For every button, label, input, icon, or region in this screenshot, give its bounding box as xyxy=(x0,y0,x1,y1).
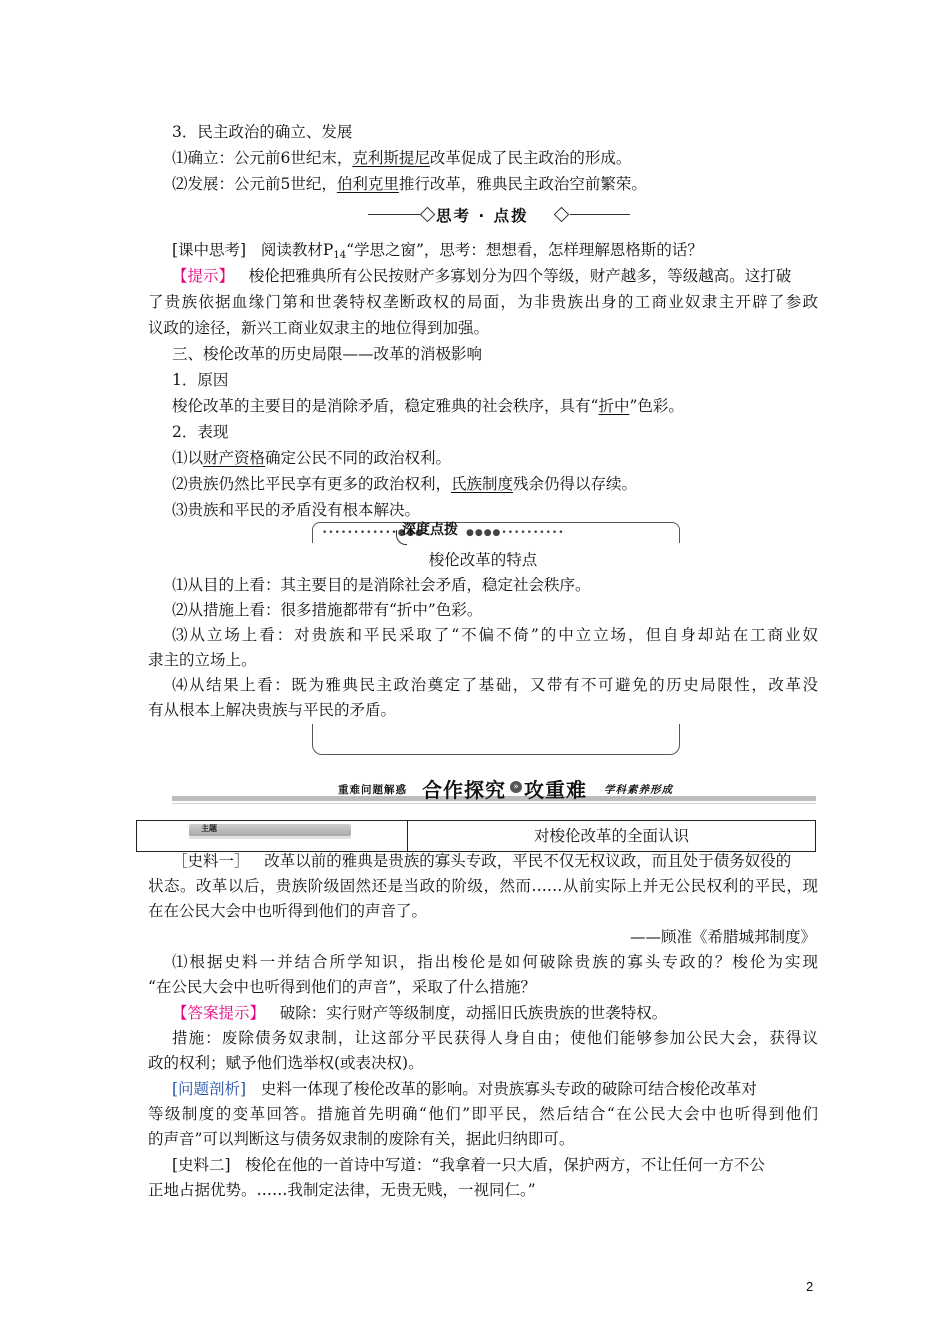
term-pericles: 伯利克里 xyxy=(336,175,399,193)
tip-line-3: 议政的途径，新兴工商业奴隶主的地位得到加强。 xyxy=(148,319,490,337)
answer-label: 【答案提示】 xyxy=(172,1004,266,1022)
analysis-line-2: 等级制度的变革回答。措施首先明确“他们”即平民，然后结合“在公民大会中也听得到他们 xyxy=(148,1105,818,1123)
perf-item-1: ⑴以财产资格确定公民不同的政治权利。 xyxy=(172,449,452,467)
question1-line-2: “在公民大会中也听得到他们的声音”，采取了什么措施？ xyxy=(148,978,536,996)
deep-point-4b: 有从根本上解决贵族与平民的矛盾。 xyxy=(148,701,397,719)
source2-line-2: 正地占据优势。……我制定法律，无贵无贱，一视同仁。” xyxy=(148,1181,536,1199)
cause-text: 梭伦改革的主要目的是消除矛盾，稳定雅典的社会秩序，具有“折中”色彩。 xyxy=(172,397,684,415)
term-property: 财产资格 xyxy=(203,449,266,467)
topic-title: 对梭伦改革的全面认识 xyxy=(533,827,689,845)
answer-line-3: 政的权利；赋予他们选举权(或表决权)。 xyxy=(148,1054,424,1072)
sikao-title: 思考 · 点拨 xyxy=(436,207,529,225)
term-cleisthenes: 克利斯提尼 xyxy=(352,149,430,167)
section3-item2: ⑵发展：公元前5世纪，伯利克里推行改革，雅典民主政治空前繁荣。 xyxy=(172,175,647,193)
source2-label: [史料二] xyxy=(172,1156,231,1174)
perf-item-2: ⑵贵族仍然比平民享有更多的政治权利，氏族制度残余仍得以存续。 xyxy=(172,475,638,493)
analysis-label: [问题剖析] xyxy=(172,1080,247,1098)
limits-heading: 三、梭伦改革的历史局限——改革的消极影响 xyxy=(172,345,483,363)
tip-label: 【提示】 xyxy=(172,267,235,285)
question1-line-1: ⑴根据史料一并结合所学知识，指出梭伦是如何破除贵族的寡头专政的？梭伦为实现 xyxy=(172,953,818,971)
banner-rule-right xyxy=(570,214,630,215)
answer-line-1: 【答案提示】 破除：实行财产等级制度，动摇旧氏族贵族的世袭特权。 xyxy=(172,1004,668,1022)
topic-tag-label: 主题 xyxy=(201,824,217,833)
banner-right-text: 学科素养形成 xyxy=(604,784,673,796)
diamond-icon xyxy=(420,207,436,223)
deep-point-3a: ⑶从立场上看：对贵族和平民采取了“不偏不倚”的中立立场，但自身却站在工商业奴 xyxy=(172,626,818,644)
perf-heading: 2．表现 xyxy=(172,423,229,441)
source1-label: ［史料一］ xyxy=(172,852,250,870)
topic-table xyxy=(136,820,816,852)
deep-point-3b: 隶主的立场上。 xyxy=(148,651,257,669)
source2-line-1: [史料二] 梭伦在他的一首诗中写道：“我拿着一只大盾，保护两方，不让任何一方不公 xyxy=(172,1156,765,1174)
term-clan-system: 氏族制度 xyxy=(451,475,514,493)
banner-rule-left xyxy=(368,214,420,215)
banner-title-2: 攻重难 xyxy=(524,778,587,802)
section3-heading: 3．民主政治的确立、发展 xyxy=(172,123,353,141)
source1-line-2: 状态。改革以后，贵族阶级固然还是当政的阶级，然而……从前实际上并无公民权利的平民，现 xyxy=(148,877,818,895)
deep-frame-bottom xyxy=(312,724,680,755)
banner-thin-rule xyxy=(172,803,816,804)
think-question: [课中思考] 阅读教材$P_{14}“$学思之窗”，思考：想想看，怎样理解恩格斯的话？ xyxy=(172,241,703,261)
analysis-line-1: [问题剖析] 史料一体现了梭伦改革的影响。对贵族寡头专政的破除可结合梭伦改革对 xyxy=(172,1080,757,1098)
analysis-line-3: 的声音”可以判断这与债务奴隶制的废除有关，据此归纳即可。 xyxy=(148,1130,575,1148)
section3-item1: ⑴确立：公元前6世纪末，克利斯提尼改革促成了民主政治的形成。 xyxy=(172,149,632,167)
diamond-icon xyxy=(554,207,570,223)
answer-line-2: 措施：废除债务奴隶制，让这部分平民获得人身自由；使他们能够参加公民大会，获得议 xyxy=(172,1029,818,1047)
source1-line-3: 在在公民大会中也听得到他们的声音了。 xyxy=(148,902,428,920)
source1-citation: ——顾准《希腊城邦制度》 xyxy=(629,928,816,946)
page-number: 2 xyxy=(806,1279,814,1294)
deep-badge: 深度点拨 xyxy=(402,522,458,538)
banner-title-1: 合作探究 xyxy=(422,778,506,802)
source1-line-1: ［史料一］ 改革以前的雅典是贵族的寡头专政，平民不仅无权议政，而且处于债务奴役的 xyxy=(172,852,792,870)
banner-left-text: 重难问题解惑 xyxy=(338,784,407,796)
topic-tag xyxy=(189,824,351,836)
section-banner xyxy=(172,772,816,806)
deep-point-1: ⑴从目的上看：其主要目的是消除社会矛盾，稳定社会秩序。 xyxy=(172,576,591,594)
deep-point-4a: ⑷从结果上看：既为雅典民主政治奠定了基础，又带有不可避免的历史局限性，改革没 xyxy=(172,676,818,694)
dots-right: ●●●●•••••••••• xyxy=(466,528,565,538)
think-label: [课中思考] xyxy=(172,241,247,259)
cause-heading: 1．原因 xyxy=(172,371,229,389)
tip-line-2: 了贵族依据血缘门第和世袭特权垄断政权的局面，为非贵族出身的工商业奴隶主开辟了参政 xyxy=(148,293,818,311)
perf-item-3: ⑶贵族和平民的矛盾没有根本解决。 xyxy=(172,501,421,519)
arrow-icon: » xyxy=(510,781,522,793)
deep-title: 梭伦改革的特点 xyxy=(428,551,538,569)
tip-line-1: 【提示】 梭伦把雅典所有公民按财产多寡划分为四个等级，财产越多，等级越高。这打破 xyxy=(172,267,792,285)
sikao-banner xyxy=(368,204,630,226)
term-compromise: 折中 xyxy=(598,397,630,415)
topic-tag-shadow xyxy=(189,836,351,839)
deep-point-2: ⑵从措施上看：很多措施都带有“折中”色彩。 xyxy=(172,601,483,619)
dots-left: ••••••••••••●●● xyxy=(322,528,425,538)
